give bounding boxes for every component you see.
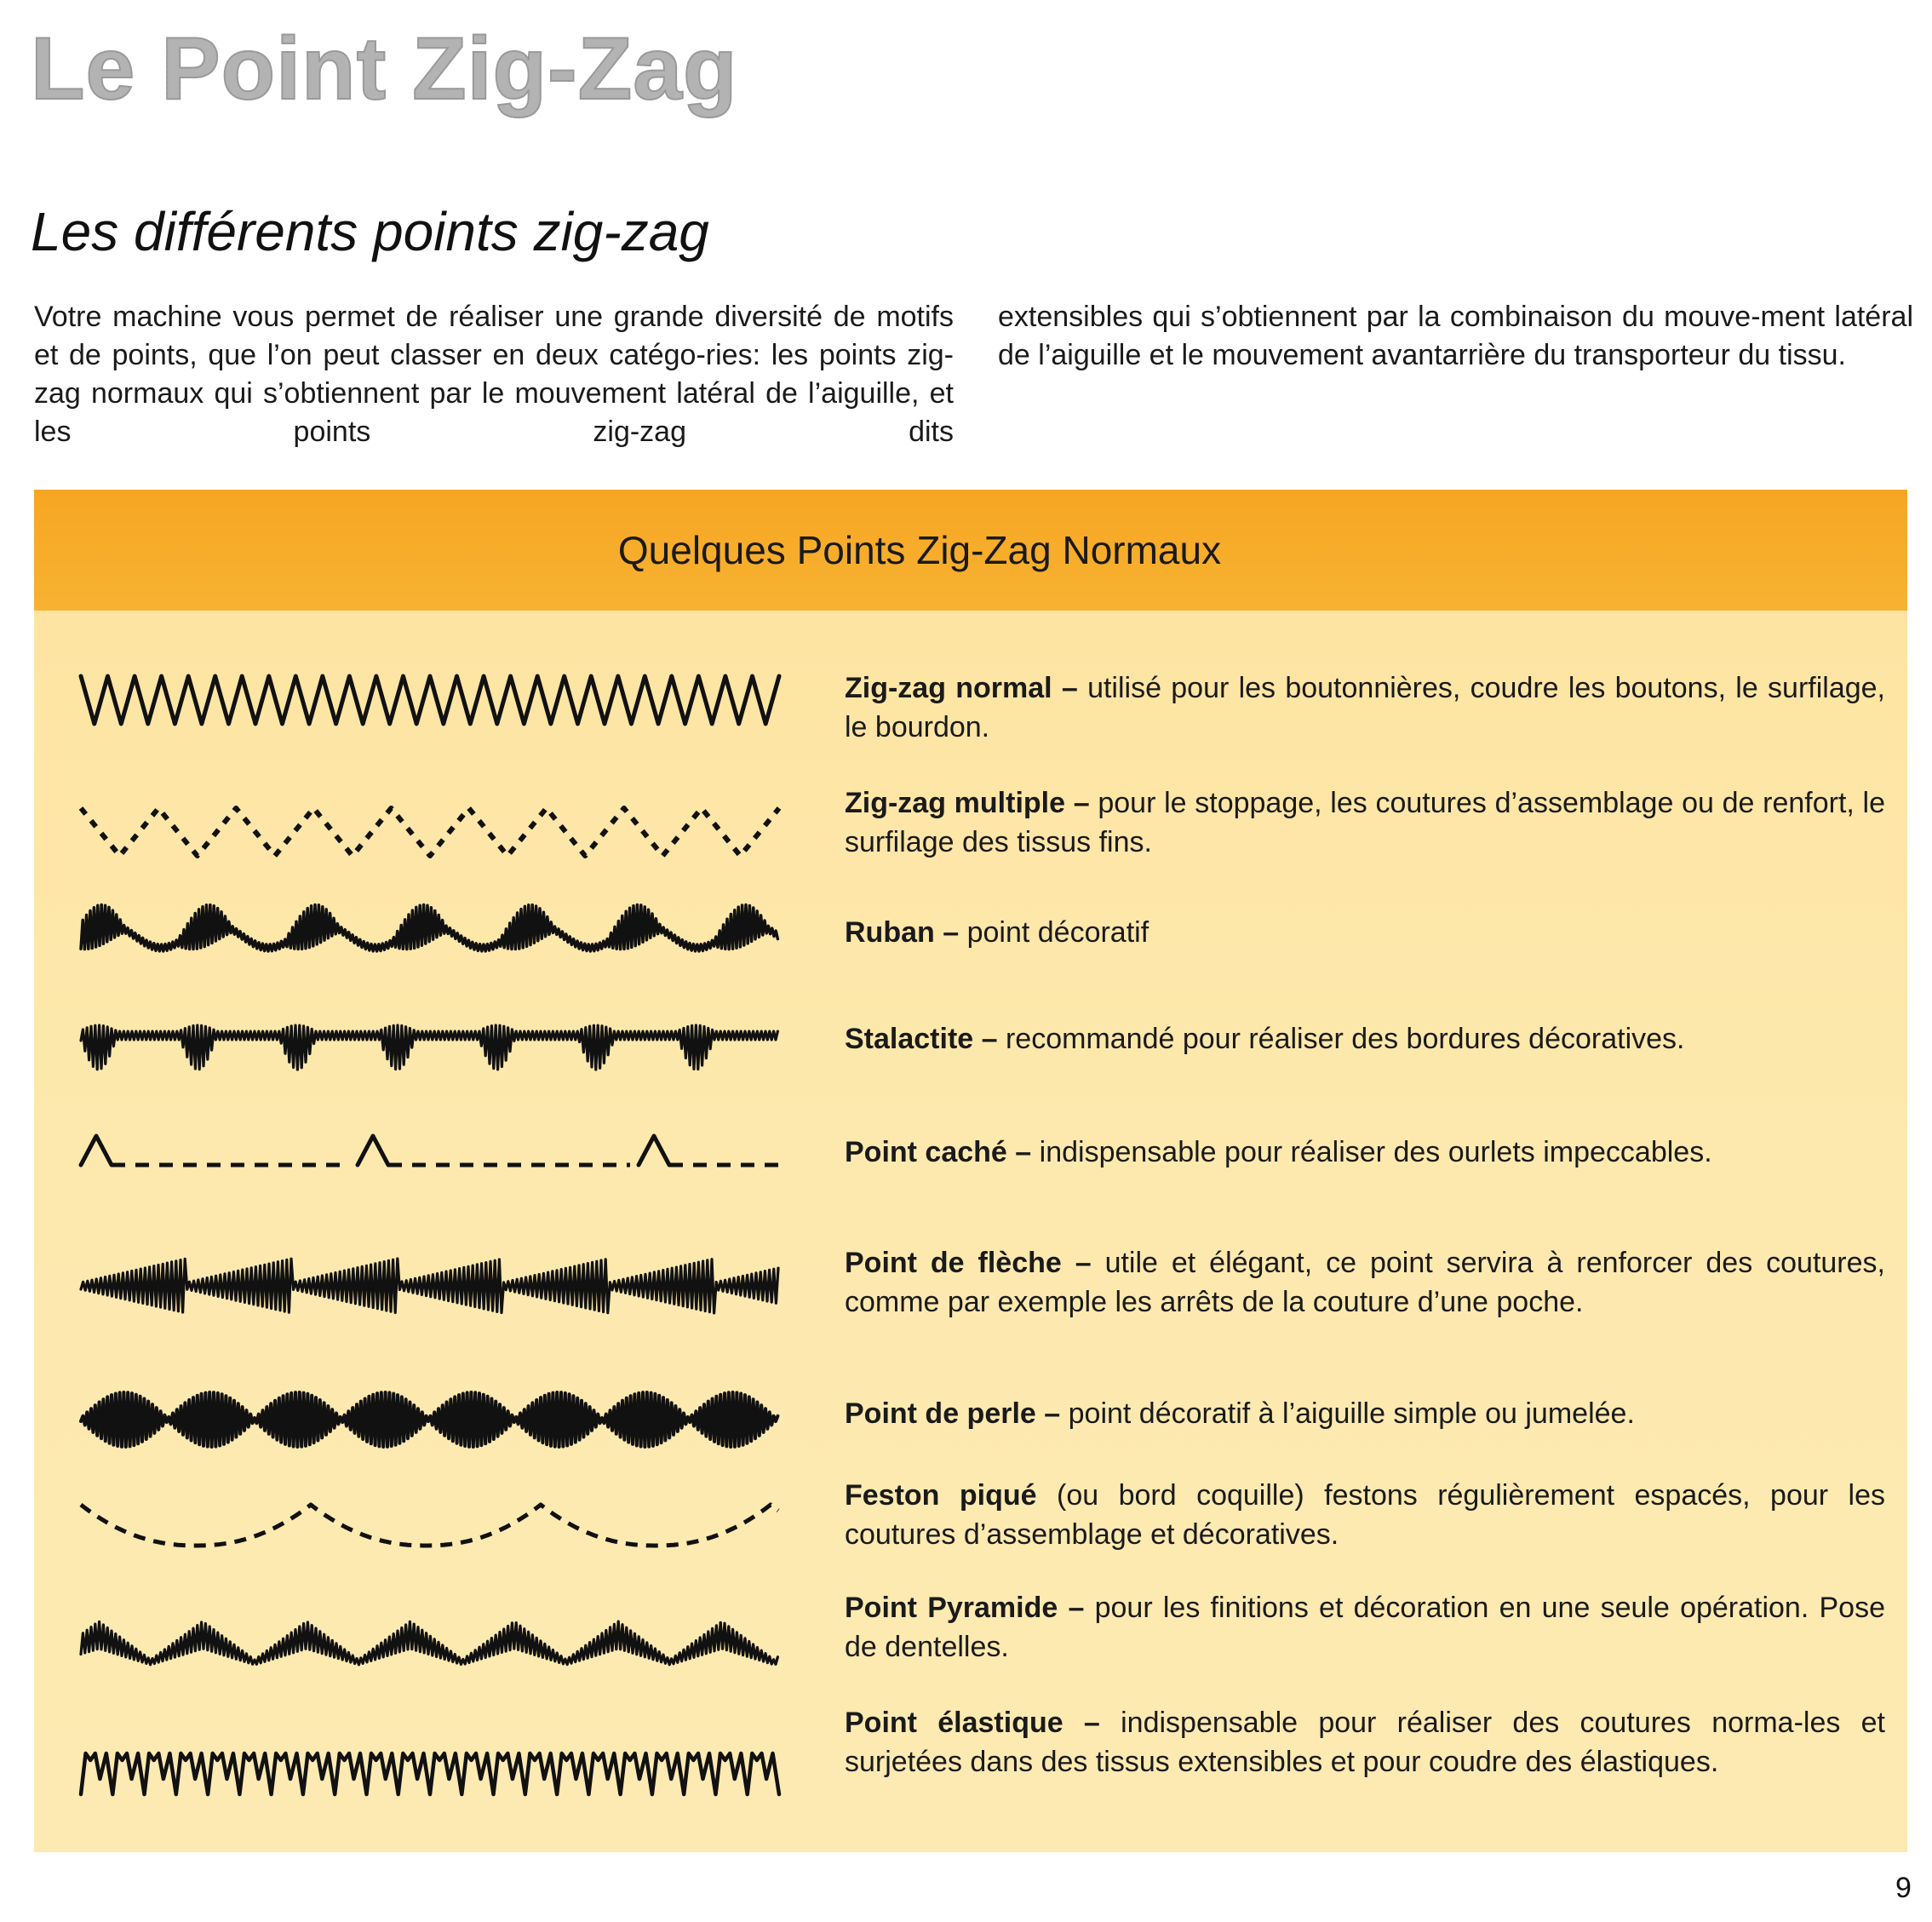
stitch-point-perle-drawing xyxy=(81,1392,777,1447)
stitch-description-ruban xyxy=(845,913,1885,952)
stitch-name: Point Pyramide – xyxy=(845,1592,1085,1624)
stitch-point-elastique-drawing xyxy=(81,1753,779,1794)
stitch-name: Feston piqué xyxy=(845,1479,1037,1512)
stitch-name: Stalactite – xyxy=(845,1023,998,1055)
stitch-zigzag-multiple-drawing xyxy=(81,808,779,856)
stitch-usage-text: pour les finitions et décoration en une seule opération. Pose de dentelles. xyxy=(845,1592,1885,1663)
stitch-usage-text: point décoratif à l’aiguille simple ou jumelée. xyxy=(1060,1397,1635,1430)
stitch-panel xyxy=(34,490,1907,1852)
stitch-feston-pique-drawing xyxy=(81,1505,778,1546)
panel-header-title: Quelques Points Zig-Zag Normaux xyxy=(617,528,1222,572)
stitch-description-point-elastique xyxy=(845,1703,1885,1781)
stitch-point-fleche-drawing xyxy=(81,1259,778,1313)
page-title: Le Point Zig-Zag xyxy=(31,20,738,118)
page-number: 9 xyxy=(1895,1872,1912,1904)
stitch-name: Ruban – xyxy=(845,916,960,949)
stitch-description-zigzag-multiple xyxy=(845,783,1885,862)
stitch-name: Zig-zag normal – xyxy=(845,672,1078,704)
stitch-description-point-pyramide xyxy=(845,1588,1885,1667)
stitch-name: Point de flèche – xyxy=(845,1247,1092,1279)
intro-paragraph-left: Votre machine vous permet de réaliser une grande diversité de motifs et de points, que l’on peut classer en deux catégo-ries: les points zig-zag normaux qui s’obtiennent par le mouvement latéral de l’aiguille, et les points zig-zag dits xyxy=(34,301,954,448)
stitch-usage-text: utilisé pour les boutonnières, coudre les boutons, le surfilage, le bourdon. xyxy=(845,672,1886,743)
stitch-name: Point élastique – xyxy=(845,1707,1100,1739)
stitch-usage-text: point décoratif xyxy=(959,916,1149,949)
stitch-description-stalactite xyxy=(845,1019,1885,1059)
stitch-usage-text: indispensable pour réaliser des ourlets impeccables. xyxy=(1031,1136,1712,1168)
stitch-name: Point caché – xyxy=(845,1136,1032,1168)
stitch-usage-text: (ou bord coquille) festons régulièrement espacés, pour les coutures d’assemblage et décoratives. xyxy=(845,1479,1886,1551)
stitch-usage-text: recommandé pour réaliser des bordures décoratives. xyxy=(997,1023,1685,1055)
stitch-zigzag-normal-drawing xyxy=(81,676,779,724)
stitch-point-cache-drawing xyxy=(81,1136,669,1165)
stitch-usage-text: indispensable pour réaliser des coutures norma-les et surjetées dans des tissus extensibles et pour coudre des élastiques. xyxy=(845,1707,1885,1778)
section-subtitle: Les différents points zig-zag xyxy=(31,201,709,262)
stitch-ruban-drawing xyxy=(81,905,777,952)
stitch-description-point-fleche xyxy=(845,1243,1885,1322)
intro-paragraph-right: extensibles qui s’obtiennent par la combinaison du mouve-ment latéral de l’aiguille et le mouvement avantarrière du transporteur du tissu. xyxy=(998,301,1913,371)
stitch-description-point-cache xyxy=(845,1133,1885,1172)
stitch-name: Zig-zag multiple – xyxy=(845,787,1090,819)
stitch-description-feston-pique xyxy=(845,1476,1885,1554)
stitch-name: Point de perle – xyxy=(845,1397,1061,1430)
stitch-description-zigzag-normal xyxy=(845,668,1885,747)
stitch-usage-text: pour le stoppage, les coutures d’assemblage ou de renfort, le surfilage des tissus fins. xyxy=(845,787,1886,858)
stitch-description-point-perle xyxy=(845,1394,1885,1433)
stitch-usage-text: utile et élégant, ce point servira à renforcer des coutures, comme par exemple les arrêts de la couture d’une poche. xyxy=(845,1247,1885,1318)
stitch-stalactite-drawing xyxy=(81,1025,777,1070)
stitch-point-pyramide-drawing xyxy=(81,1621,777,1665)
